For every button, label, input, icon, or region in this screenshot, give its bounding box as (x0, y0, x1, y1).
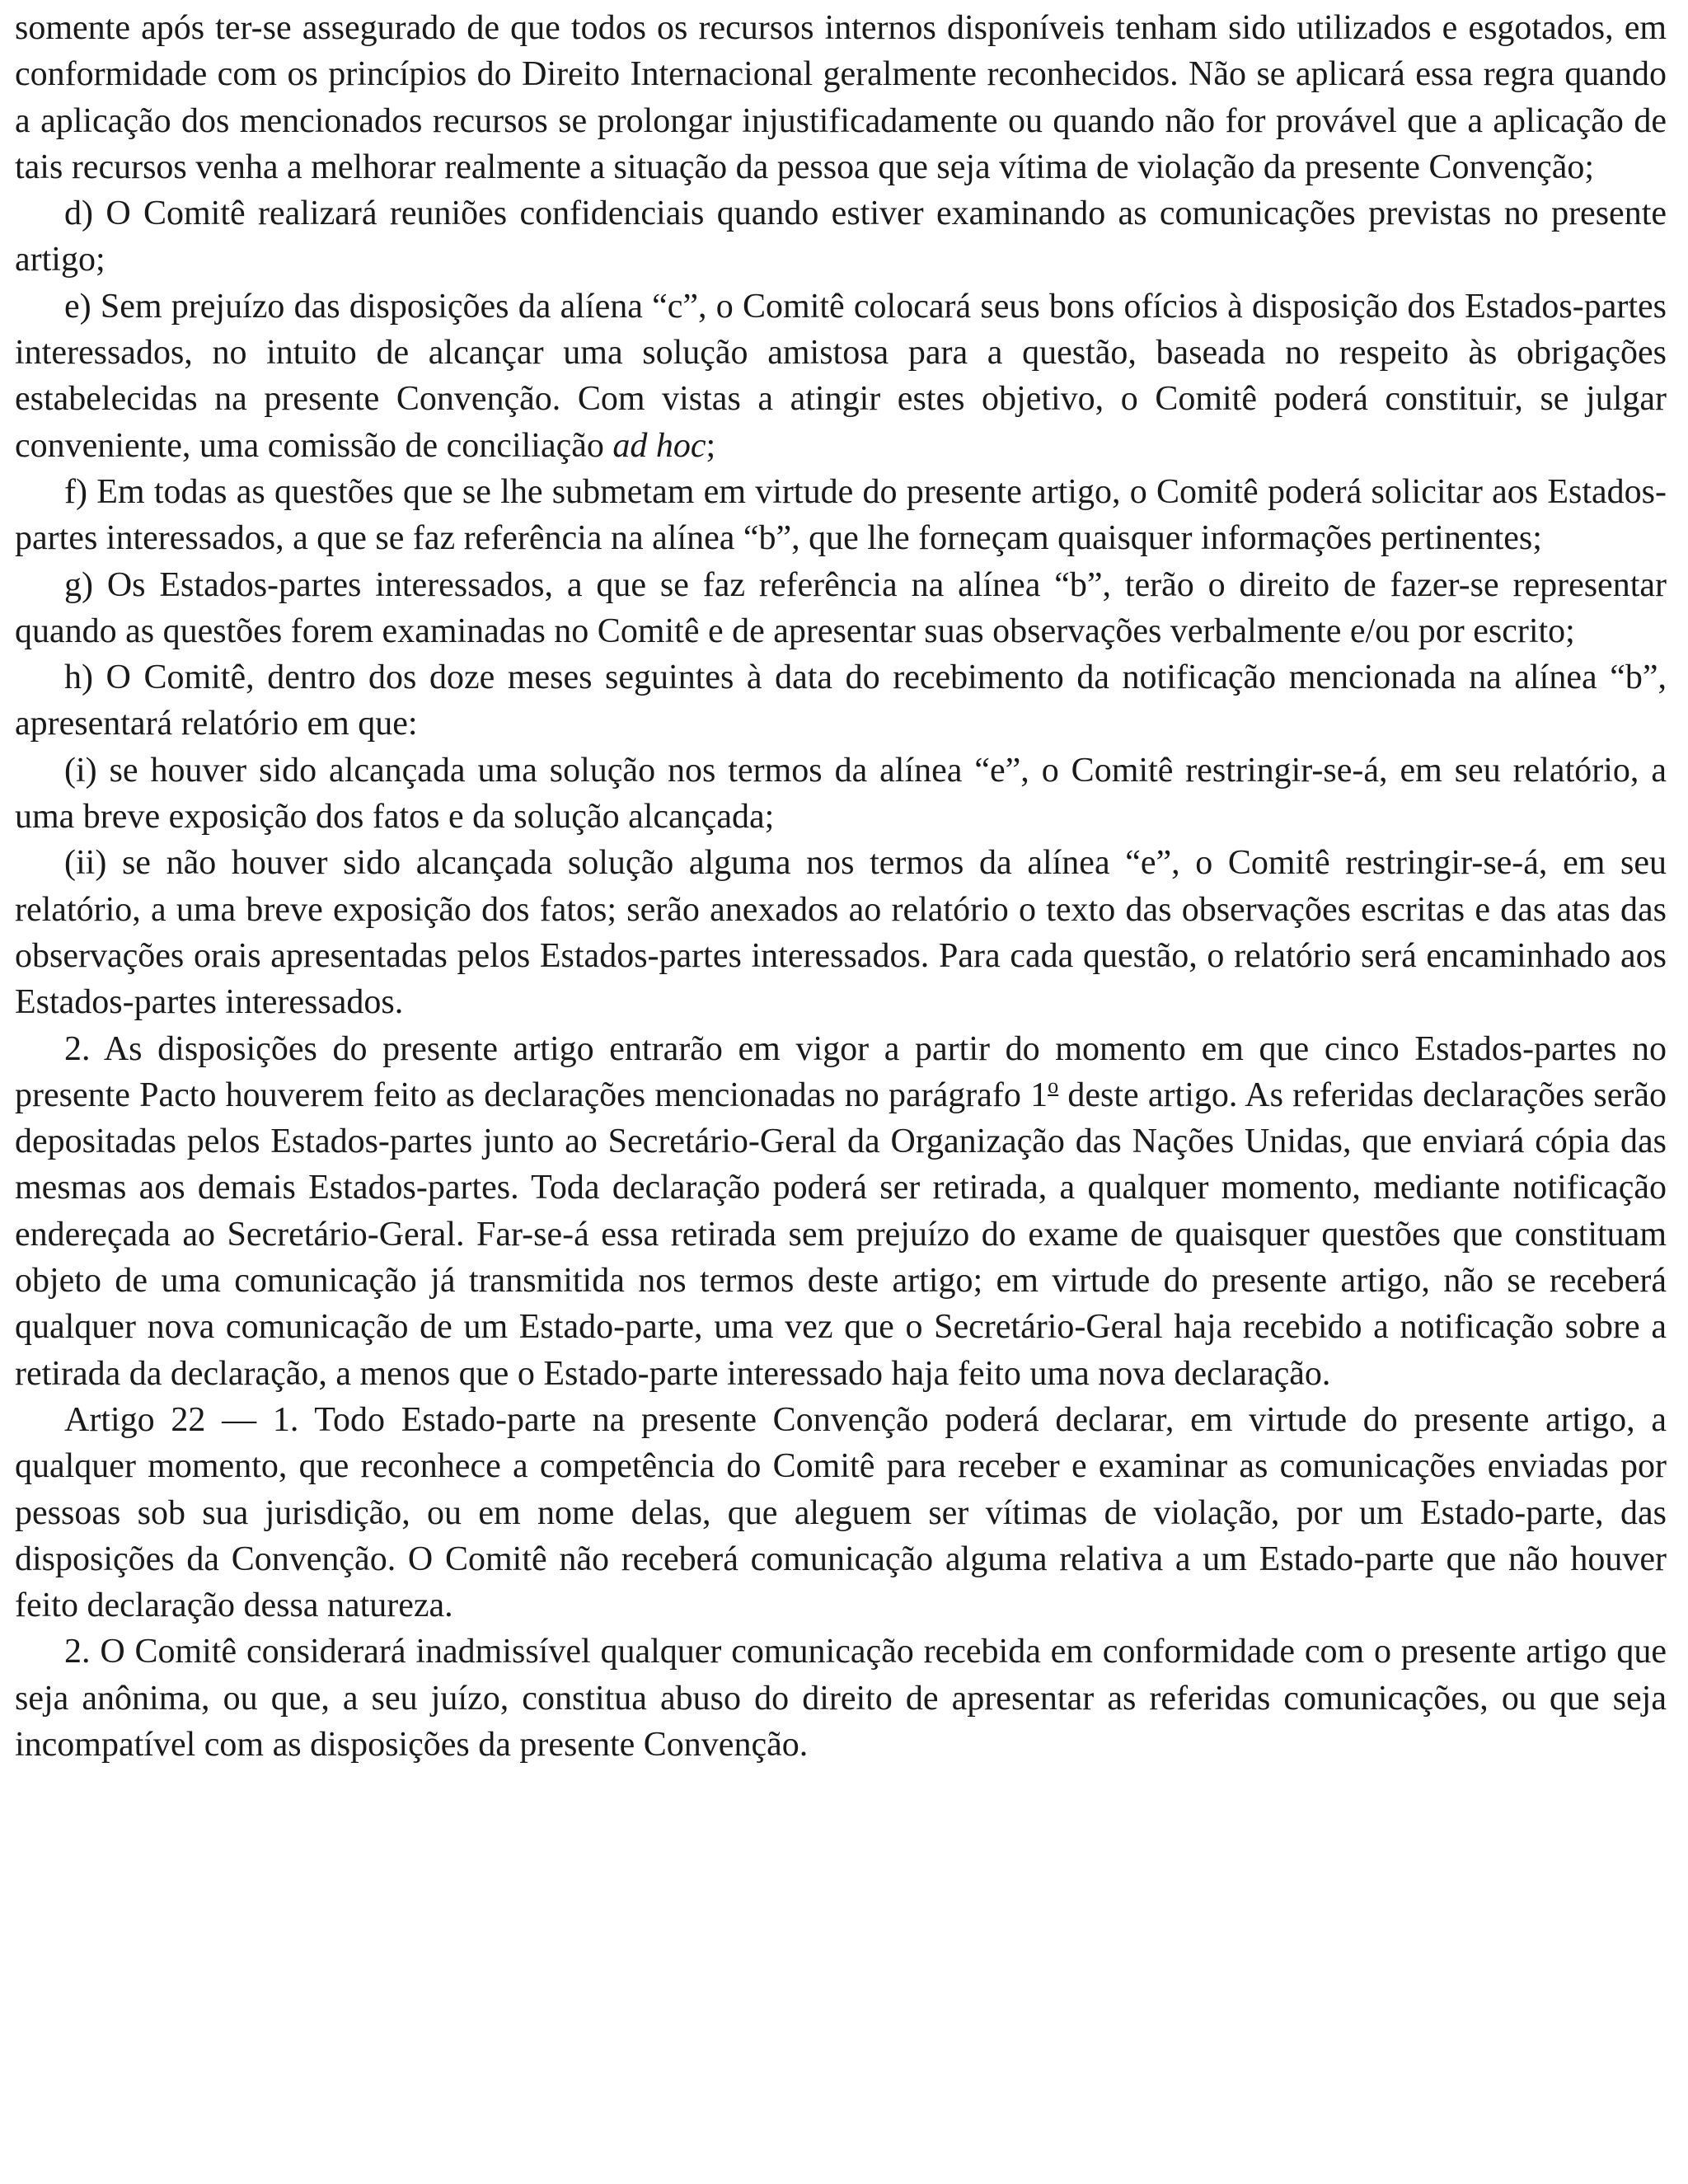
paragraph-item-f (15, 469, 1667, 562)
paragraph-text: d) O Comitê realizará reuniões confidenciais quando estiver examinando as comunicações previstas no presente artigo; (15, 194, 1667, 279)
paragraph-text: Artigo 22 — 1. Todo Estado-parte na presente Convenção poderá declarar, em virtude do presente artigo, a qualquer momento, que reconhece a competência do Comitê para receber e examinar as comunicações enviadas por pessoas sob sua jurisdição, ou em nome delas, que aleguem ser vítimas de violação, por um Estado-parte, das disposições da Convenção. O Comitê não receberá comunicação alguma relativa a um Estado-parte que não houver feito declaração dessa natureza. (15, 1400, 1667, 1625)
paragraph-text-end: deste artigo. As referidas declarações serão depositadas pelos Estados-partes junto ao Secretário-Geral da Organização das Nações Unidas, que enviará cópia das mesmas aos demais Estados-partes. Toda declaração poderá ser retirada, a qualquer momento, mediante notificação endereçada ao Secretário-Geral. Far-se-á essa retirada sem prejuízo do exame de quaisquer questões que constituam objeto de uma comunicação já transmitida nos termos deste artigo; em virtude do presente artigo, não se receberá qualquer nova comunicação de um Estado-parte, uma vez que o Secretário-Geral haja recebido a notificação sobre a retirada da declaração, a menos que o Estado-parte interessado haja feito uma nova declaração. (15, 1076, 1667, 1393)
paragraph-text: f) Em todas as questões que se lhe submetam em virtude do presente artigo, o Comitê poderá solicitar aos Estados-partes interessados, a que se faz referência na alínea “b”, que lhe forneçam quaisquer informações pertinentes; (15, 472, 1667, 558)
paragraph-item-d (15, 190, 1667, 284)
paragraph-subitem-i (15, 748, 1667, 841)
paragraph-subitem-ii (15, 840, 1667, 1025)
paragraph-section-2 (15, 1026, 1667, 1397)
italic-term: ad hoc (612, 426, 706, 465)
paragraph-article-22-item-2 (15, 1629, 1667, 1768)
ordinal-superscript: o (1048, 1073, 1059, 1098)
paragraph-text: e) Sem prejuízo das disposições da alíena “c”, o Comitê colocará seus bons ofícios à disposição dos Estados-partes interessados, no intuito de alcançar uma solução amistosa para a questão, baseada no respeito às obrigações estabelecidas na presente Convenção. Com vistas a atingir estes objetivo, o Comitê poderá constituir, se julgar conveniente, uma comissão de conciliação (15, 287, 1667, 465)
paragraph-text: somente após ter-se assegurado de que todos os recursos internos disponíveis tenham sido utilizados e esgotados, em conformidade com os princípios do Direito Internacional geralmente reconhecidos. Não se aplicará essa regra quando a aplicação dos mencionados recursos se prolongar injustificadamente ou quando não for provável que a aplicação de tais recursos venha a melhorar realmente a situação da pessoa que seja vítima de violação da presente Convenção; (15, 9, 1667, 186)
paragraph-text: (ii) se não houver sido alcançada solução alguma nos termos da alínea “e”, o Comitê restringir-se-á, em seu relatório, a uma breve exposição dos fatos; serão anexados ao relatório o texto das observações escritas e das atas das observações orais apresentadas pelos Estados-partes interessados. Para cada questão, o relatório será encaminhado aos Estados-partes interessados. (15, 844, 1667, 1022)
paragraph-text: (i) se houver sido alcançada uma solução nos termos da alínea “e”, o Comitê restringir-se-á, em seu relatório, a uma breve exposição dos fatos e da solução alcançada; (15, 751, 1667, 837)
paragraph-text: g) Os Estados-partes interessados, a que se faz referência na alínea “b”, terão o direito de fazer-se representar quando as questões forem examinadas no Comitê e de apresentar suas observações verbalmente e/ou por escrito; (15, 565, 1667, 650)
document-page (15, 5, 1667, 1768)
paragraph-item-e (15, 284, 1667, 469)
paragraph-item-h (15, 654, 1667, 748)
paragraph-item-g (15, 562, 1667, 655)
paragraph-text-end: ; (706, 426, 716, 465)
paragraph-continuation (15, 5, 1667, 190)
paragraph-text: h) O Comitê, dentro dos doze meses seguintes à data do recebimento da notificação mencionada na alínea “b”, apresentará relatório em que: (15, 658, 1667, 743)
paragraph-article-22 (15, 1397, 1667, 1629)
paragraph-text: 2. As disposições do presente artigo entrarão em vigor a partir do momento em que cinco Estados-partes no presente Pacto houverem feito as declarações mencionadas no parágrafo 1 (15, 1029, 1667, 1114)
paragraph-text: 2. O Comitê considerará inadmissível qualquer comunicação recebida em conformidade com o presente artigo que seja anônima, ou que, a seu juízo, constitua abuso do direito de apresentar as referidas comunicações, ou que seja incompatível com as disposições da presente Convenção. (15, 1633, 1667, 1764)
